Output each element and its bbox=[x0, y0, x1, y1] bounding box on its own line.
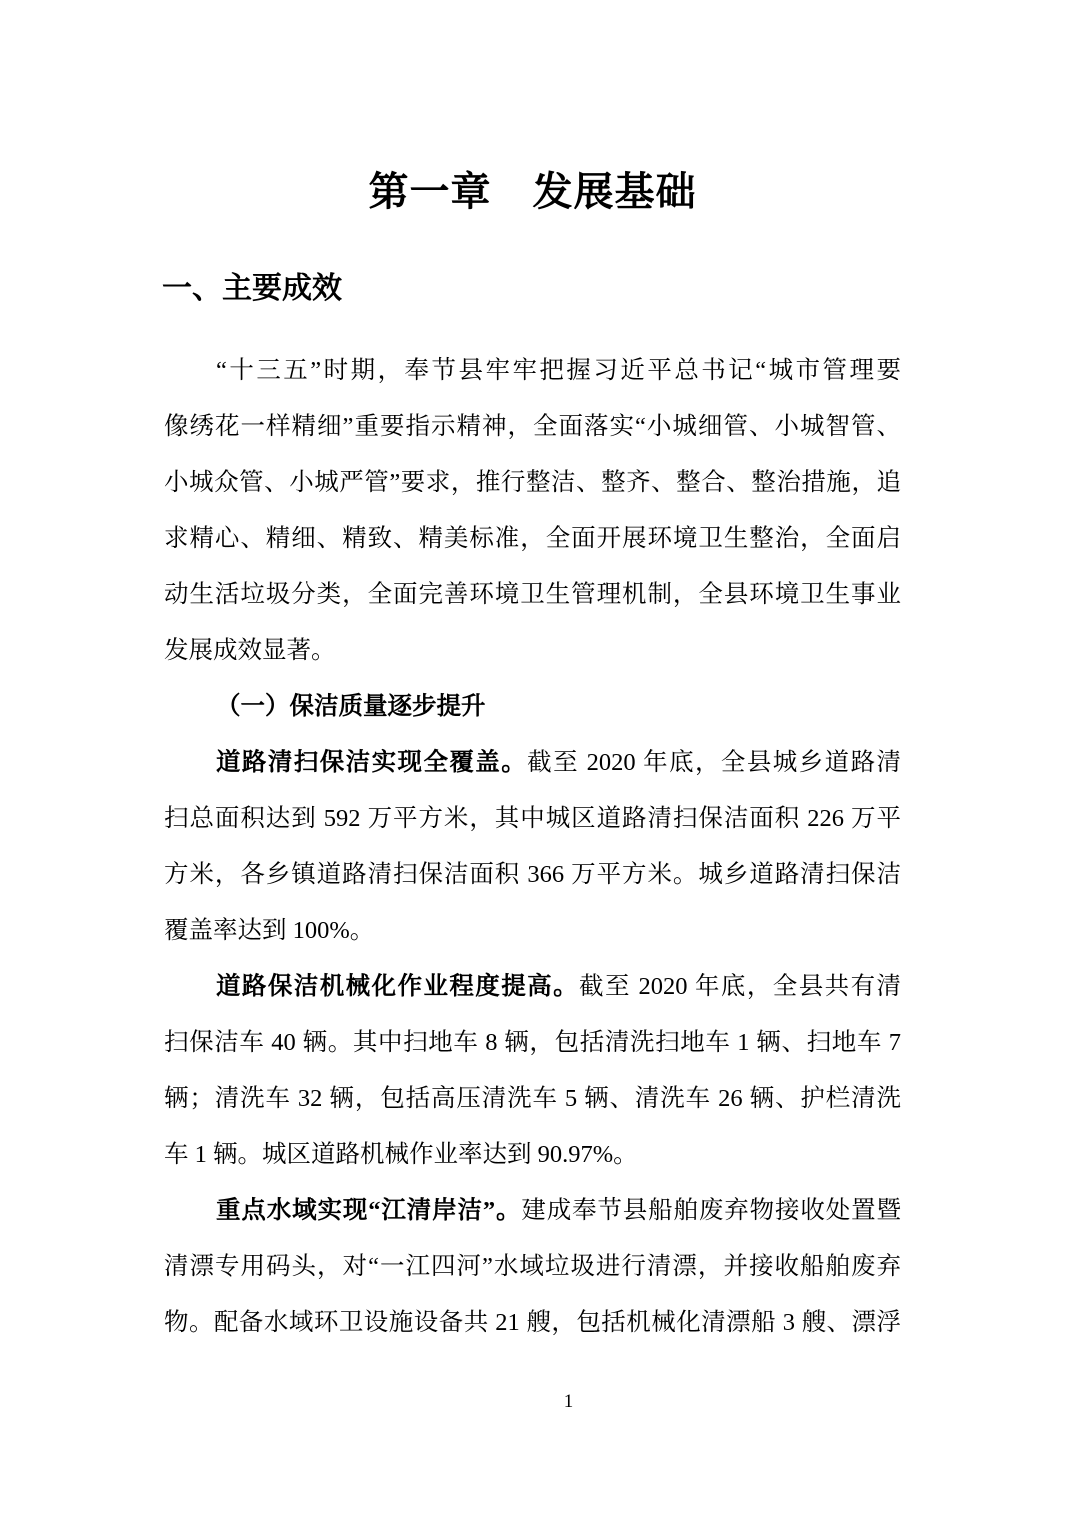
page-number: 1 bbox=[563, 1391, 574, 1412]
text-line: 物。配备水域环卫设施设备共 21 艘，包括机械化清漂船 3 艘、漂浮 bbox=[164, 1309, 901, 1336]
text-line: 覆盖率达到 100%。 bbox=[164, 917, 375, 944]
text-line: 动生活垃圾分类，全面完善环境卫生管理机制，全县环境卫生事业 bbox=[164, 581, 901, 608]
text-line: 道路保洁机械化作业程度提高。截至 2020 年底，全县共有清 bbox=[216, 973, 902, 1000]
chapter-title: 第一章 发展基础 bbox=[368, 169, 697, 214]
text-line: 扫保洁车 40 辆。其中扫地车 8 辆，包括清洗扫地车 1 辆、扫地车 7 bbox=[164, 1029, 901, 1056]
text-line: 求精心、精细、精致、精美标准，全面开展环境卫生整治，全面启 bbox=[164, 525, 901, 552]
text-line: 像绣花一样精细”重要指示精神，全面落实“小城细管、小城智管、 bbox=[164, 413, 901, 440]
text-line: 小城众管、小城严管”要求，推行整洁、整齐、整合、整治措施，追 bbox=[164, 469, 901, 496]
subsection-heading: （一）保洁质量逐步提升 bbox=[216, 693, 486, 720]
text-line: 方米，各乡镇道路清扫保洁面积 366 万平方米。城乡道路清扫保洁 bbox=[164, 861, 901, 888]
text-line: 道路清扫保洁实现全覆盖。截至 2020 年底，全县城乡道路清 bbox=[216, 749, 902, 776]
text-line: “十三五”时期，奉节县牢牢把握习近平总书记“城市管理要 bbox=[216, 357, 901, 384]
text-line: 扫总面积达到 592 万平方米，其中城区道路清扫保洁面积 226 万平 bbox=[164, 805, 901, 832]
text-line: 发展成效显著。 bbox=[164, 637, 336, 664]
text-line: 车 1 辆。城区道路机械作业率达到 90.97%。 bbox=[164, 1141, 638, 1168]
text-line: 清漂专用码头，对“一江四河”水域垃圾进行清漂，并接收船舶废弃 bbox=[164, 1253, 901, 1280]
text-line: 辆；清洗车 32 辆，包括高压清洗车 5 辆、清洗车 26 辆、护栏清洗 bbox=[164, 1085, 901, 1112]
section-heading: 一、主要成效 bbox=[162, 272, 342, 305]
document-body bbox=[164, 343, 901, 1351]
text-line: 重点水域实现“江清岸洁”。建成奉节县船舶废弃物接收处置暨 bbox=[216, 1197, 902, 1224]
